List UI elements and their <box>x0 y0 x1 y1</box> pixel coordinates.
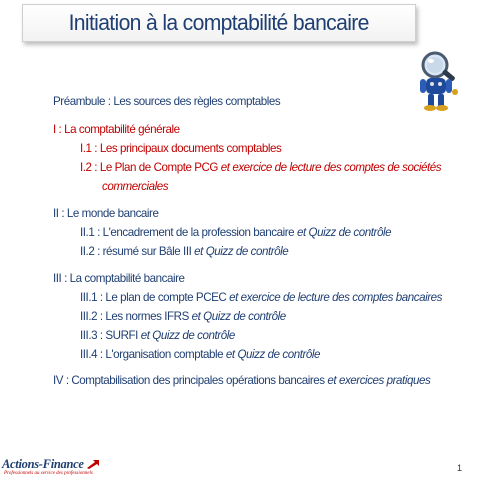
actions-finance-logo <box>2 458 100 477</box>
section-2-1: II.1 : L'encadrement de la profession bancaire et Quizz de contrôle <box>80 226 392 239</box>
section-3-heading: III : La comptabilité bancaire <box>53 272 185 285</box>
section-1-1: I.1 : Les principaux documents comptables <box>80 142 282 155</box>
section-1-heading: I : La comptabilité générale <box>53 123 180 136</box>
logo-tagline: Professionnels au service des professionnels <box>4 471 93 476</box>
section-3-1: III.1 : Le plan de compte PCEC et exercice de lecture des comptes bancaires <box>80 291 442 304</box>
logo-text: Actions-Finance <box>2 457 84 471</box>
section-3-2: III.2 : Les normes IFRS et Quizz de contrôle <box>80 310 286 323</box>
arrow-logo-icon <box>86 459 100 469</box>
page-number: 1 <box>457 463 463 473</box>
preamble-line: Préambule : Les sources des règles comptables <box>53 95 281 108</box>
section-4-heading: IV : Comptabilisation des principales opérations bancaires et exercices pratiques <box>53 374 431 387</box>
section-3-4: III.4 : L'organisation comptable et Quizz de contrôle <box>80 348 321 361</box>
section-2-heading: II : Le monde bancaire <box>53 207 159 220</box>
section-3-3: III.3 : SURFI et Quizz de contrôle <box>80 329 235 342</box>
section-2-2: II.2 : résumé sur Bâle III et Quizz de contrôle <box>80 245 289 258</box>
section-1-2-note-continued: commerciales <box>102 180 169 193</box>
section-1-2: I.2 : Le Plan de Compte PCG et exercice de lecture des comptes de sociétés <box>80 161 442 174</box>
slide-title: Initiation à la comptabilité bancaire <box>68 10 370 35</box>
